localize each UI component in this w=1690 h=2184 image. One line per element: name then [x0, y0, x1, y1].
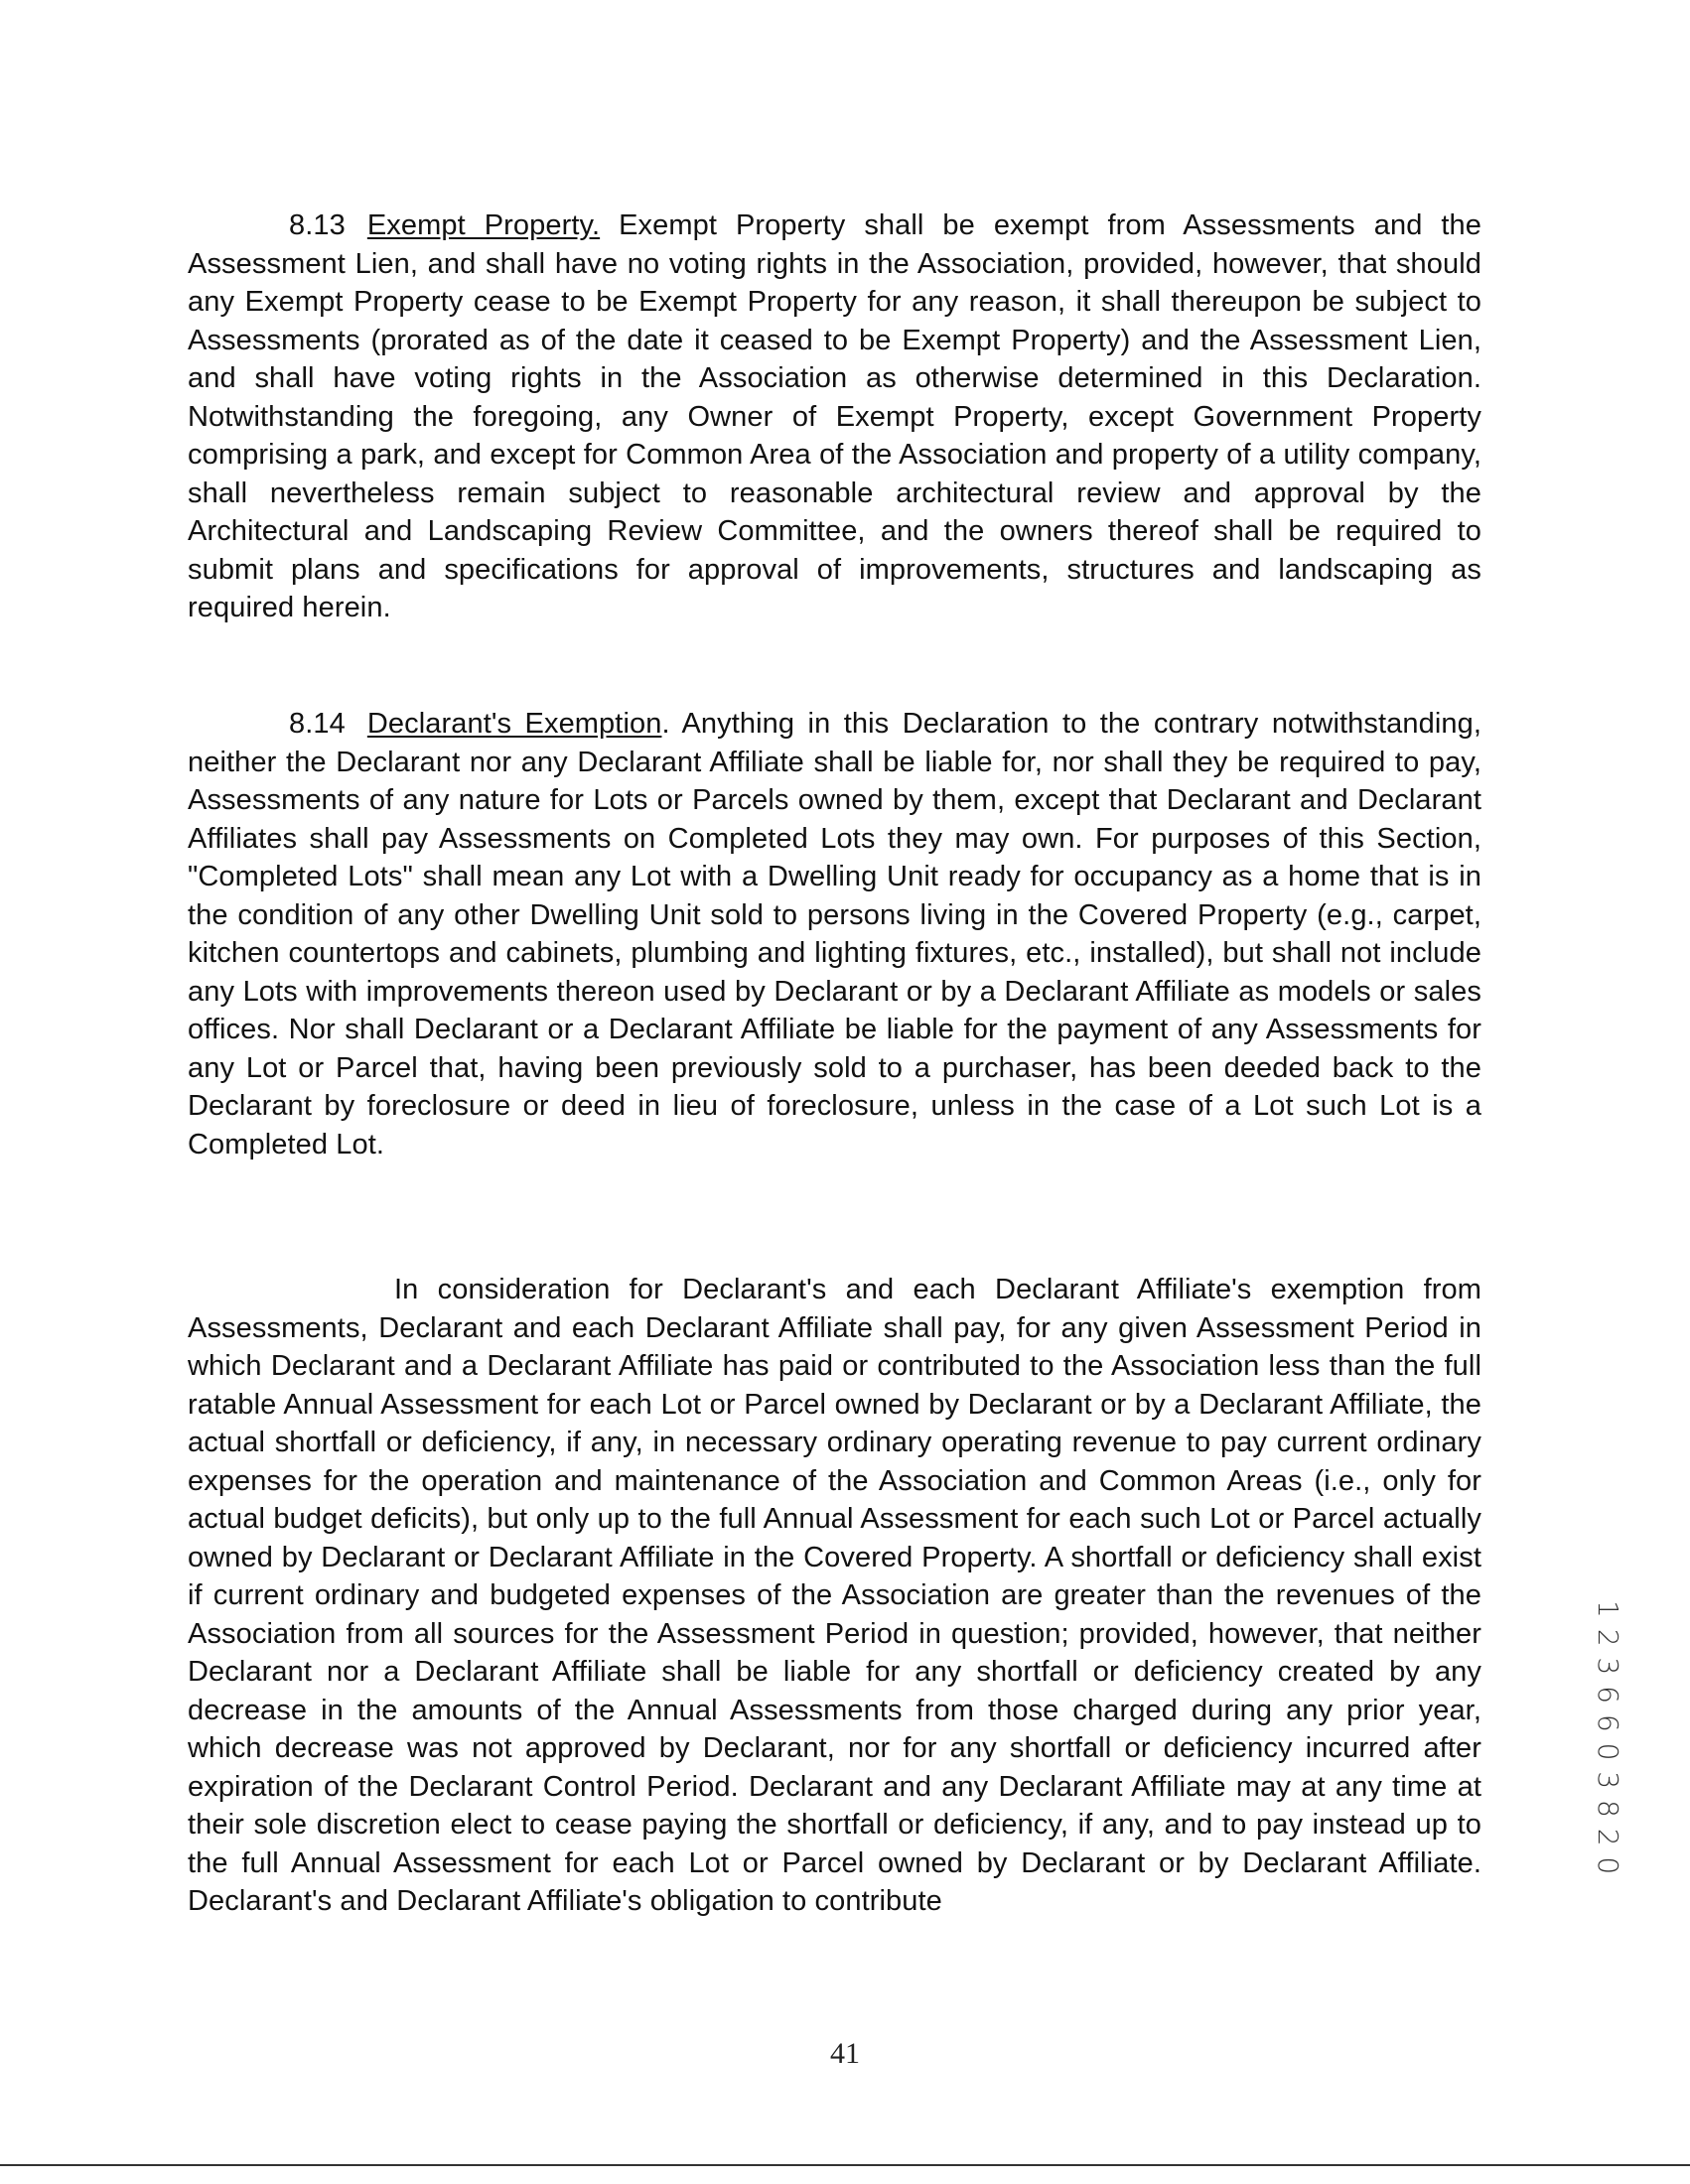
- section-heading: Exempt Property.: [366, 209, 601, 241]
- document-number-stamp: [1592, 1600, 1634, 1876]
- section-body: Exempt Property shall be exempt from Assessments and the Assessment Lien, and shall have no voting rights in the Association, provided, however, that should any Exempt Property cease to be Exempt Property for any reason, it shall thereupon be subject to Assessments (prorated as of the date it ceased to be Exempt Property) and the Assessment Lien, and shall have voting rights in the Association as otherwise determined in this Declaration. Notwithstanding the foregoing, any Owner of Exempt Property, except Government Property comprising a park, and except for Common Area of the Association and property of a utility company, shall nevertheless remain subject to reasonable architectural review and approval by the Architectural and Landscaping Review Committee, and the owners thereof shall be required to submit plans and specifications for approval of improvements, structures and landscaping as required herein.: [188, 209, 1481, 623]
- page-number: 41: [830, 2037, 860, 2070]
- consideration-section: [188, 1271, 1481, 1921]
- section-paragraph: [188, 206, 1481, 627]
- bottom-divider: [0, 2164, 1690, 2166]
- section-number: 8.14: [289, 708, 346, 740]
- document-number-text: 1 2 3 6 6 0 3 8 2 0: [1592, 1600, 1624, 1876]
- section-paragraph: [188, 705, 1481, 1163]
- section-number: 8.13: [289, 209, 346, 241]
- section-body: . Anything in this Declaration to the contrary notwithstanding, neither the Declarant nor any Declarant Affiliate shall be liable for, nor shall they be required to pay, Assessments of any nature for Lots or Parcels owned by them, except that Declarant and Declarant Affiliates shall pay Assessments on Completed Lots they may own. For purposes of this Section, "Completed Lots" shall mean any Lot with a Dwelling Unit ready for occupancy as a home that is in the condition of any other Dwelling Unit sold to persons living in the Covered Property (e.g., carpet, kitchen countertops and cabinets, plumbing and lighting fixtures, etc., installed), but shall not include any Lots with improvements thereon used by Declarant or by a Declarant Affiliate as models or sales offices. Nor shall Declarant or a Declarant Affiliate be liable for the payment of any Assessments for any Lot or Parcel that, having been previously sold to a purchaser, has been deeded back to the Declarant by foreclosure or deed in lieu of foreclosure, unless in the case of a Lot such Lot is a Completed Lot.: [188, 708, 1481, 1160]
- section-heading: Declarant's Exemption: [366, 708, 662, 740]
- section-8-14: [188, 705, 1481, 1163]
- consideration-paragraph: In consideration for Declarant's and each Declarant Affiliate's exemption from Assessments, Declarant and each Declarant Affiliate shall pay, for any given Assessment Period in which Declarant and a Declarant Affiliate has paid or contributed to the Association less than the full ratable Annual Assessment for each Lot or Parcel owned by Declarant or by a Declarant Affiliate, the actual shortfall or deficiency, if any, in necessary ordinary operating revenue to pay current ordinary expenses for the operation and maintenance of the Association and Common Areas (i.e., only for actual budget deficits), but only up to the full Annual Assessment for each such Lot or Parcel actually owned by Declarant or Declarant Affiliate in the Covered Property. A shortfall or deficiency shall exist if current ordinary and budgeted expenses of the Association are greater than the revenues of the Association from all sources for the Assessment Period in question; provided, however, that neither Declarant nor a Declarant Affiliate shall be liable for any shortfall or deficiency created by any decrease in the amounts of the Annual Assessments from those charged during any prior year, which decrease was not approved by Declarant, nor for any shortfall or deficiency incurred after expiration of the Declarant Control Period. Declarant and any Declarant Affiliate may at any time at their sole discretion elect to cease paying the shortfall or deficiency, if any, and to pay instead up to the full Annual Assessment for each Lot or Parcel owned by Declarant or by Declarant Affiliate. Declarant's and Declarant Affiliate's obligation to contribute: [188, 1274, 1481, 1917]
- section-8-13: [188, 206, 1481, 627]
